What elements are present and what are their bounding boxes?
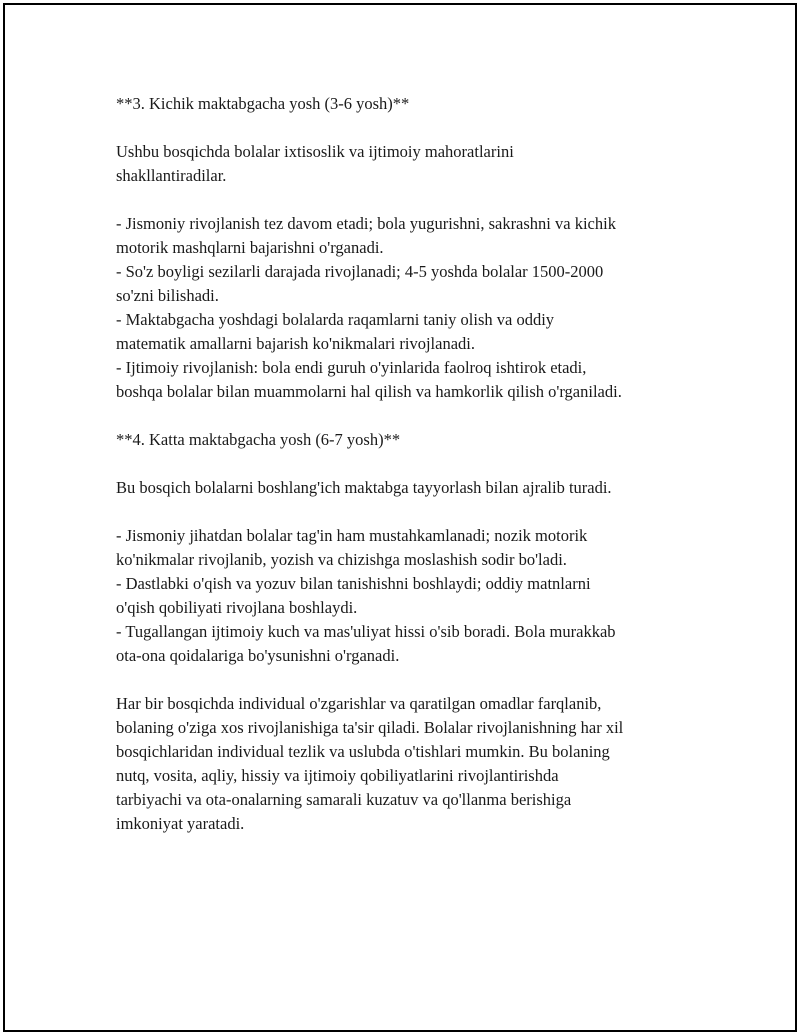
spacer <box>116 404 696 428</box>
conclusion-line: bolaning o'ziga xos rivojlanishiga ta'sir qiladi. Bolalar rivojlanishning har xil <box>116 718 624 737</box>
bullet-line: matematik amallarni bajarish ko'nikmalari rivojlanadi. <box>116 334 475 353</box>
paragraph-line: Bu bosqich bolalarni boshlang'ich maktabga tayyorlash bilan ajralib turadi. <box>116 478 612 497</box>
bullet-line: ko'nikmalar rivojlanib, yozish va chizishga moslashish sodir bo'ladi. <box>116 550 567 569</box>
bullet-line: boshqa bolalar bilan muammolarni hal qilish va hamkorlik qilish o'rganiladi. <box>116 382 622 401</box>
bullet-line: motorik mashqlarni bajarishni o'rganadi. <box>116 238 384 257</box>
paragraph-line: shakllantiradilar. <box>116 166 227 185</box>
bullet-line: - Jismoniy jihatdan bolalar tag'in ham mustahkamlanadi; nozik motorik <box>116 526 588 545</box>
document-body <box>116 92 696 836</box>
bullet-line: - So'z boyligi sezilarli darajada rivojlanadi; 4-5 yoshda bolalar 1500-2000 <box>116 262 604 281</box>
conclusion-line: tarbiyachi va ota-onalarning samarali kuzatuv va qo'llanma berishiga <box>116 790 572 809</box>
bullet-line: - Jismoniy rivojlanish tez davom etadi; bola yugurishni, sakrashni va kichik <box>116 214 616 233</box>
section-heading: **3. Kichik maktabgacha yosh (3-6 yosh)** <box>116 94 410 113</box>
spacer <box>116 188 696 212</box>
conclusion-line: Har bir bosqichda individual o'zgarishlar va qaratilgan omadlar farqlanib, <box>116 694 602 713</box>
spacer <box>116 452 696 476</box>
spacer <box>116 668 696 692</box>
spacer <box>116 116 696 140</box>
bullet-line: ota-ona qoidalariga bo'ysunishni o'rganadi. <box>116 646 400 665</box>
bullet-line: - Maktabgacha yoshdagi bolalarda raqamlarni taniy olish va oddiy <box>116 310 555 329</box>
bullet-line: o'qish qobiliyati rivojlana boshlaydi. <box>116 598 358 617</box>
conclusion-line: imkoniyat yaratadi. <box>116 814 245 833</box>
bullet-line: - Dastlabki o'qish va yozuv bilan tanishishni boshlaydi; oddiy matnlarni <box>116 574 591 593</box>
conclusion-line: nutq, vosita, aqliy, hissiy va ijtimoiy qobiliyatlarini rivojlantirishda <box>116 766 559 785</box>
bullet-line: so'zni bilishadi. <box>116 286 219 305</box>
spacer <box>116 500 696 524</box>
bullet-line: - Ijtimoiy rivojlanish: bola endi guruh o'yinlarida faolroq ishtirok etadi, <box>116 358 587 377</box>
conclusion-line: bosqichlaridan individual tezlik va uslubda o'tishlari mumkin. Bu bolaning <box>116 742 610 761</box>
bullet-line: - Tugallangan ijtimoiy kuch va mas'uliyat hissi o'sib boradi. Bola murakkab <box>116 622 616 641</box>
paragraph-line: Ushbu bosqichda bolalar ixtisoslik va ijtimoiy mahoratlarini <box>116 142 514 161</box>
section-heading: **4. Katta maktabgacha yosh (6-7 yosh)** <box>116 430 401 449</box>
